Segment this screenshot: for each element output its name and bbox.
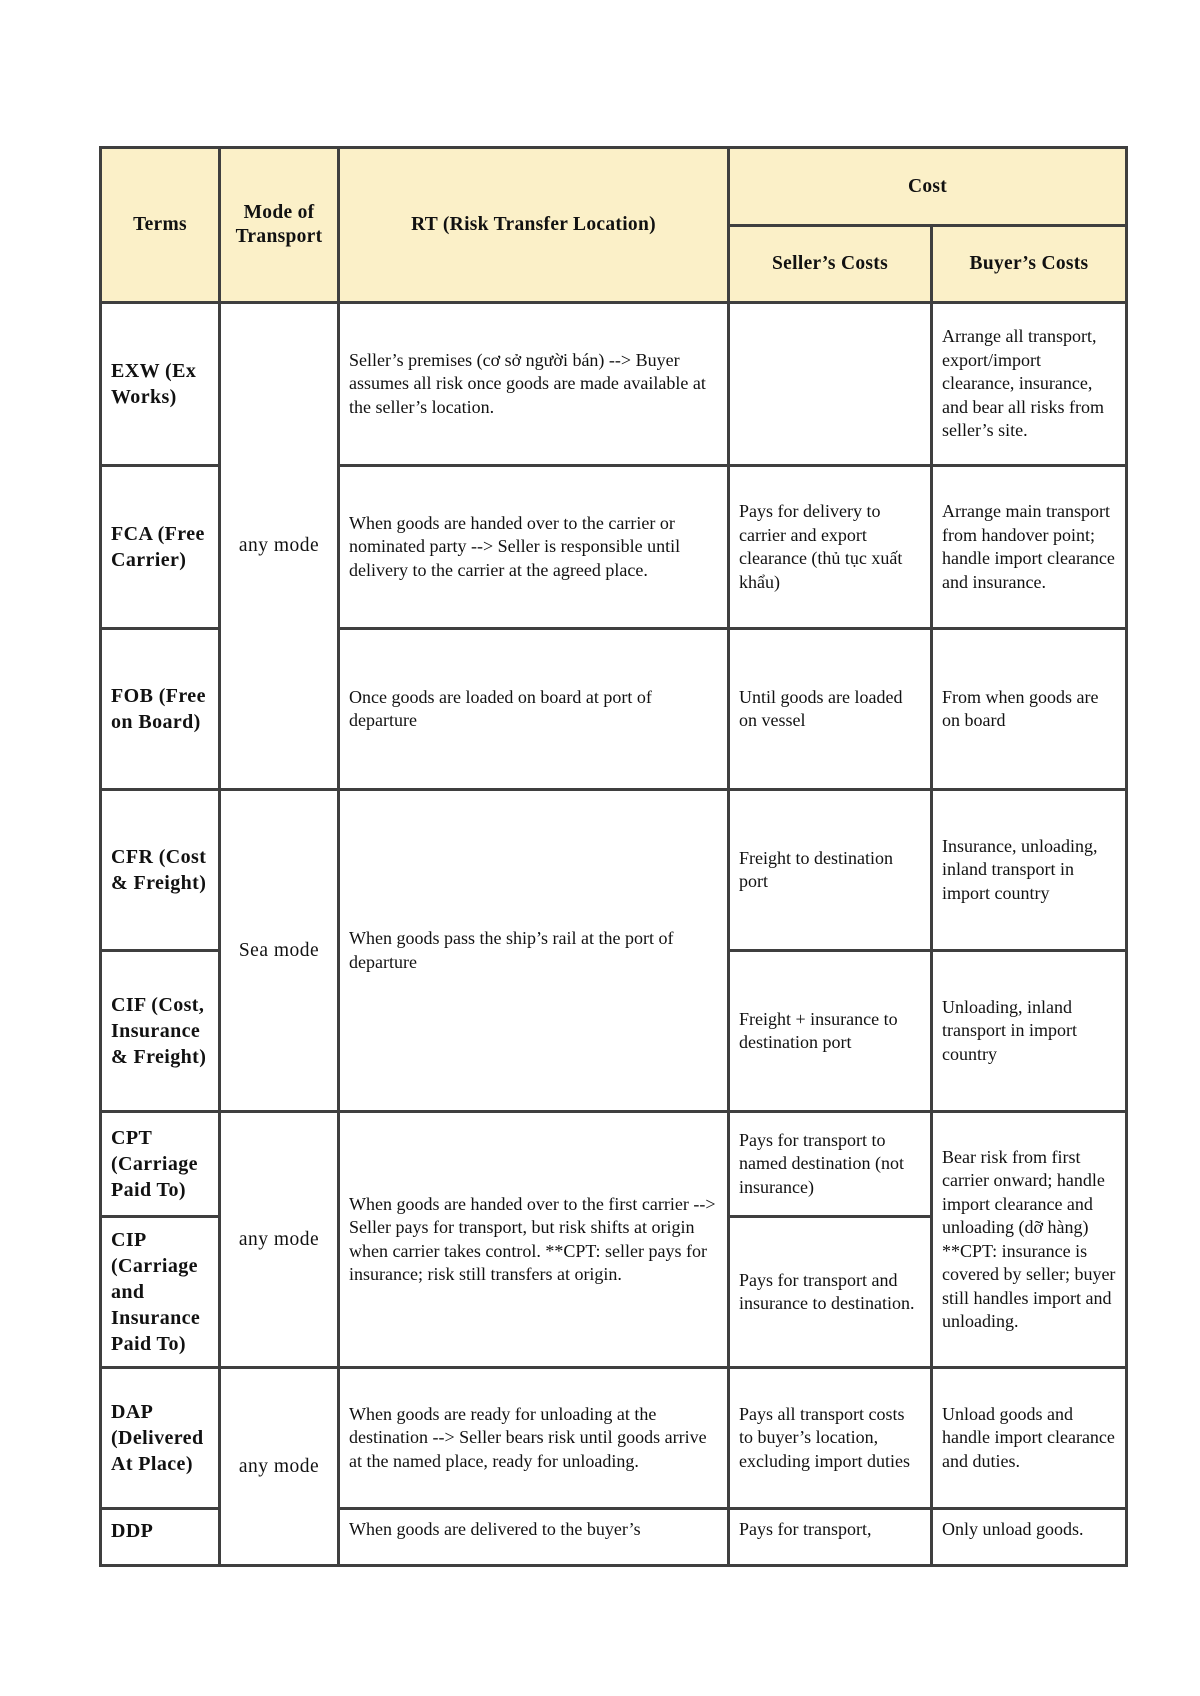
buyer-cost-cell: From when goods are on board	[932, 629, 1127, 790]
table-row	[101, 790, 1127, 951]
seller-cost-cell: Pays for transport to named destination (not insurance)	[729, 1112, 932, 1217]
mode-cell: any mode	[220, 303, 339, 790]
rt-cell: When goods pass the ship’s rail at the port of departure	[339, 790, 729, 1112]
buyer-cost-cell: Only unload goods.	[932, 1509, 1127, 1566]
seller-cost-cell: Pays for delivery to carrier and export clearance (thủ tục xuất khẩu)	[729, 466, 932, 629]
rt-cell: When goods are handed over to the first carrier --> Seller pays for transport, but risk shifts at origin when carrier takes control. **CPT: seller pays for insurance; risk still transfers at origin.	[339, 1112, 729, 1368]
table-row	[101, 303, 1127, 466]
header-buyer-costs: Buyer’s Costs	[932, 226, 1127, 303]
term-cell: DAP (Delivered At Place)	[101, 1368, 220, 1509]
buyer-cost-cell: Arrange main transport from handover point; handle import clearance and insurance.	[932, 466, 1127, 629]
term-cell: CPT (Carriage Paid To)	[101, 1112, 220, 1217]
mode-cell: any mode	[220, 1112, 339, 1368]
header-mode: Mode of Transport	[220, 148, 339, 303]
mode-cell: any mode	[220, 1368, 339, 1566]
seller-cost-cell: Freight to destination port	[729, 790, 932, 951]
seller-cost-cell: Pays for transport,	[729, 1509, 932, 1566]
rt-cell: When goods are delivered to the buyer’s	[339, 1509, 729, 1566]
seller-cost-cell	[729, 303, 932, 466]
term-cell: CFR (Cost & Freight)	[101, 790, 220, 951]
header-seller-costs: Seller’s Costs	[729, 226, 932, 303]
mode-cell: Sea mode	[220, 790, 339, 1112]
buyer-cost-cell: Unload goods and handle import clearance and duties.	[932, 1368, 1127, 1509]
term-cell: CIF (Cost, Insurance & Freight)	[101, 951, 220, 1112]
rt-cell: Seller’s premises (cơ sở người bán) --> Buyer assumes all risk once goods are made available at the seller’s location.	[339, 303, 729, 466]
buyer-cost-cell: Insurance, unloading, inland transport in import country	[932, 790, 1127, 951]
seller-cost-cell: Pays for transport and insurance to destination.	[729, 1217, 932, 1368]
term-cell: DDP	[101, 1509, 220, 1566]
header-terms: Terms	[101, 148, 220, 303]
buyer-cost-cell: Arrange all transport, export/import clearance, insurance, and bear all risks from seller’s site.	[932, 303, 1127, 466]
header-row	[101, 148, 1127, 226]
table-row	[101, 1112, 1127, 1217]
term-cell: FCA (Free Carrier)	[101, 466, 220, 629]
incoterms-table	[99, 146, 1128, 1567]
seller-cost-cell: Until goods are loaded on vessel	[729, 629, 932, 790]
header-rt: RT (Risk Transfer Location)	[339, 148, 729, 303]
buyer-cost-cell: Bear risk from first carrier onward; handle import clearance and unloading (dỡ hàng) **CPT: insurance is covered by seller; buyer still handles import and unloading.	[932, 1112, 1127, 1368]
seller-cost-cell: Freight + insurance to destination port	[729, 951, 932, 1112]
table-row	[101, 1368, 1127, 1509]
term-cell: CIP (Carriage and Insurance Paid To)	[101, 1217, 220, 1368]
rt-cell: When goods are handed over to the carrier or nominated party --> Seller is responsible until delivery to the carrier at the agreed place.	[339, 466, 729, 629]
term-cell: FOB (Free on Board)	[101, 629, 220, 790]
buyer-cost-cell: Unloading, inland transport in import country	[932, 951, 1127, 1112]
rt-cell: Once goods are loaded on board at port of departure	[339, 629, 729, 790]
rt-cell: When goods are ready for unloading at the destination --> Seller bears risk until goods arrive at the named place, ready for unloading.	[339, 1368, 729, 1509]
seller-cost-cell: Pays all transport costs to buyer’s location, excluding import duties	[729, 1368, 932, 1509]
term-cell: EXW (Ex Works)	[101, 303, 220, 466]
header-cost: Cost	[729, 148, 1127, 226]
